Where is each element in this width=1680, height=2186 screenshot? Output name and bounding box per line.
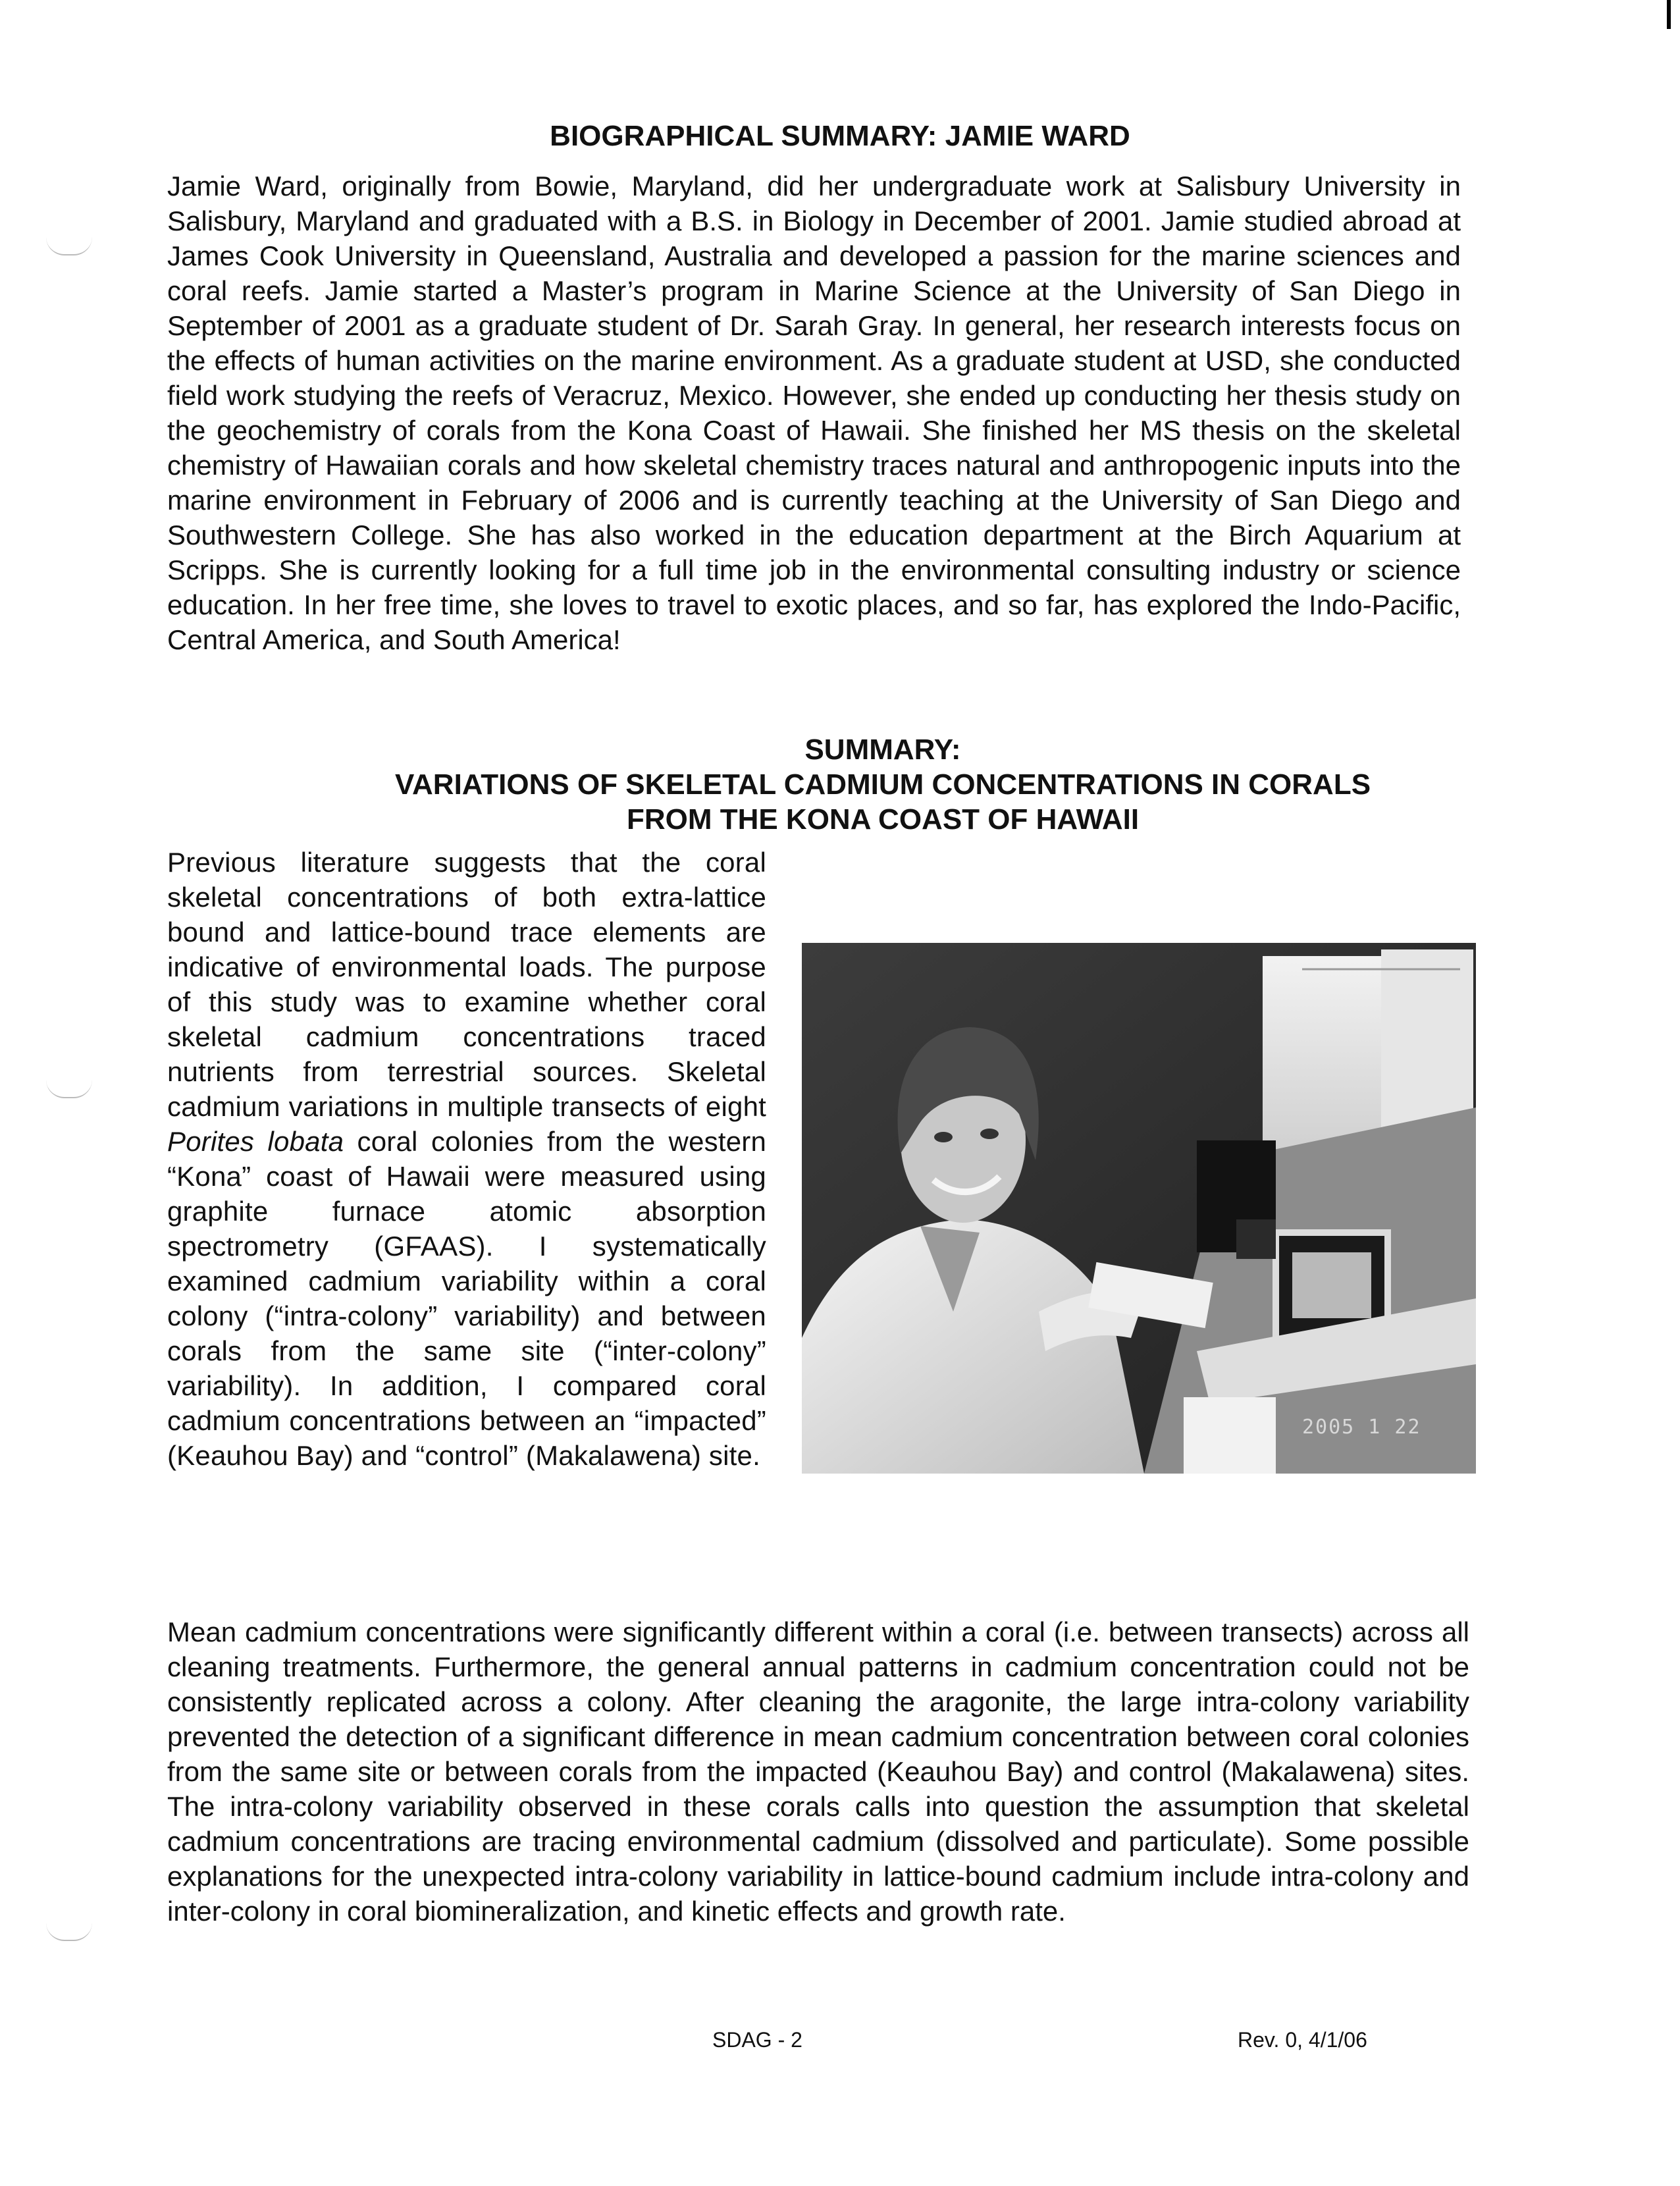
summary-heading-block xyxy=(0,732,1680,837)
revision-label: Rev. 0, 4/1/06 xyxy=(1238,2028,1367,2052)
summary-results-paragraph: Mean cadmium concentrations were significantly different within a coral (i.e. between transects) across all cleaning treatments. Furthermore, the general annual patterns in cadmium concentration could not be consistently replicated across a colony. After cleaning the aragonite, the large intra-colony variability prevented the detection of a significant difference in mean cadmium concentration between coral colonies from the same site or between corals from the impacted (Keauhou Bay) and control (Makalawena) sites. The intra-colony variability observed in these corals calls into question the assumption that skeletal cadmium concentrations are tracing environmental cadmium (dissolved and particulate). Some possible explanations for the unexpected intra-colony variability in lattice-bound cadmium include intra-colony and inter-colony in coral biomineralization, and kinetic effects and growth rate. xyxy=(167,1616,1469,1927)
punch-hole-mark xyxy=(46,237,92,255)
punch-hole-mark xyxy=(46,1923,92,1941)
summary-intro-paragraph xyxy=(167,845,766,1473)
bio-heading: BIOGRAPHICAL SUMMARY: JAMIE WARD xyxy=(550,120,1130,152)
researcher-photo xyxy=(802,943,1476,1474)
species-name: Porites lobata xyxy=(167,1126,344,1157)
summary-heading: SUMMARY: xyxy=(804,733,961,766)
intro-text-part1: Previous literature suggests that the coral skeletal concentrations of both extra-lattice bound and lattice-bound trace elements are indicative of environmental loads. The purpose of this study was to examine whether coral skeletal cadmium concentrations traced nutrients from terrestrial sources. Skeletal cadmium variations in multiple transects of eight xyxy=(167,847,766,1122)
summary-title-line1: VARIATIONS OF SKELETAL CADMIUM CONCENTRATIONS IN CORALS xyxy=(394,768,1371,801)
photo-date-stamp: 2005 1 22 xyxy=(1302,1416,1421,1439)
intro-text-part2: coral colonies from the western “Kona” coast of Hawaii were measured using graphite furnace atomic absorption spectrometry (GFAAS). I systematically examined cadmium variability within a coral colony (“intra-colony” variability) and between corals from the same site (“inter-colony” variability). In addition, I compared coral cadmium concentrations between an “impacted” (Keauhou Bay) and “control” (Makalawena) site. xyxy=(167,1126,767,1471)
bio-paragraph: Jamie Ward, originally from Bowie, Maryland, did her undergraduate work at Salisbury University in Salisbury, Maryland and graduated with a B.S. in Biology in December of 2001. Jamie studied abroad at James Cook University in Queensland, Australia and developed a passion for the marine sciences and coral reefs. Jamie started a Master’s program in Marine Science at the University of San Diego in September of 2001 as a graduate student of Dr. Sarah Gray. In general, her research interests focus on the effects of human activities on the marine environment. As a graduate student at USD, she conducted field work studying the reefs of Veracruz, Mexico. However, she ended up conducting her thesis study on the geochemistry of corals from the Kona Coast of Hawaii. She finished her MS thesis on the skeletal chemistry of Hawaiian corals and how skeletal chemistry traces natural and anthropogenic inputs into the marine environment in February of 2006 and is currently teaching at the University of San Diego and Southwestern College. She has also worked in the education department at the Birch Aquarium at Scripps. She is currently looking for a full time job in the environmental consulting industry or science education. In her free time, she loves to travel to exotic places, and so far, has explored the Indo-Pacific, Central America, and South America! xyxy=(167,171,1461,655)
page-identifier: SDAG - 2 xyxy=(712,2028,802,2052)
scan-edge-mark xyxy=(1667,0,1671,29)
punch-hole-mark xyxy=(46,1080,92,1098)
summary-title-line2: FROM THE KONA COAST OF HAWAII xyxy=(626,803,1140,836)
